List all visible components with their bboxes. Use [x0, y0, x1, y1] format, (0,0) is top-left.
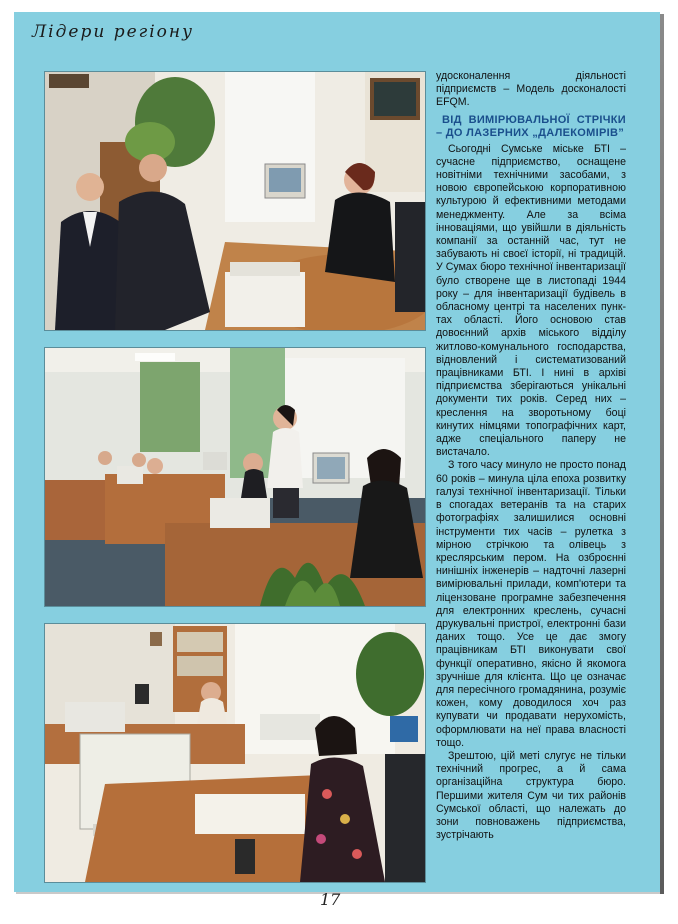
- photo-meeting-office-image: [45, 72, 425, 330]
- page-number: 17: [320, 890, 341, 909]
- photo-open-plan-office: [44, 347, 426, 607]
- article-paragraph: З того часу минуло не просто понад 60 років – минула ціла епоха розвитку галузі технічної інвентаризації. Тільки в спогадах ветеранів та на старих фотографіях залишилися основні інструменти тих часів – рулетка з мірною стрічкою та олівець з креслярським пером. На озброєнні нинішніх інженерів – надточні лазерні вимірювальні прилади, комп'ютери та ліцензоване програмне забезпечення для електронних креслень, сучасні друкувальні пристрої, електронні бази даних тощо. Усе це дає змогу працівникам БТІ виконувати свої функції оперативно, якісно й якомога зручніше для клієнта. Що це означає для пересічного громадянина, розуміє кожен, кому доводилося хоч раз купувати чи продавати нерухомість, оформлювати на неї права власності тощо.: [436, 459, 626, 749]
- page-edge-shadow: [660, 14, 664, 894]
- article-text-column: [436, 70, 626, 842]
- section-title: Лідери регіону: [32, 22, 194, 42]
- article-paragraph: Сьогодні Сумське міське БТІ – сучасне підприємство, оснащене новітніми технічними засобами, з новою європейською корпоративною культурою й ефективними методами менеджменту. Але за всіма інноваціями, що увійшли в діяльність компанії за останній час, тут не забувають ні своєї історії, ні традицій. У Сумах бюро технічної інвентаризації було створене ще в листопаді 1944 року – для інвентаризації будівель в обласному центрі та населених пунктах області. Його основою став довоєнний архів міського відділу житлово-комунального господарства, відновлений і систематизований працівниками БТІ. І нині в архіві підприємства зберігаються унікальні документи тих років. Серед них – креслення на зворотьному боці кинутих німцями топографічних карт, адже спеціального паперу не вистачало.: [436, 142, 626, 459]
- photo-drafting-desk-image: [45, 624, 425, 882]
- article-paragraph: Зрештою, цій меті слугує не тільки технічний прогрес, а й сама організаційна структура бюро. Першими жителя Сум чи тих районів Сумської області, що належать до зони повноважень підприємства, зустрічають: [436, 749, 626, 842]
- photo-drafting-desk: [44, 623, 426, 883]
- photo-open-plan-office-image: [45, 348, 425, 606]
- article-subheading: ВІД ВИМІРЮВАЛЬНОЇ СТРІЧКИ – ДО ЛАЗЕРНИХ „ДАЛЕКОМІРІВ”: [436, 113, 626, 139]
- photo-meeting-office: [44, 71, 426, 331]
- article-intro-paragraph: удосконалення діяльності підприємств – Модель досконалості EFQM.: [436, 70, 626, 109]
